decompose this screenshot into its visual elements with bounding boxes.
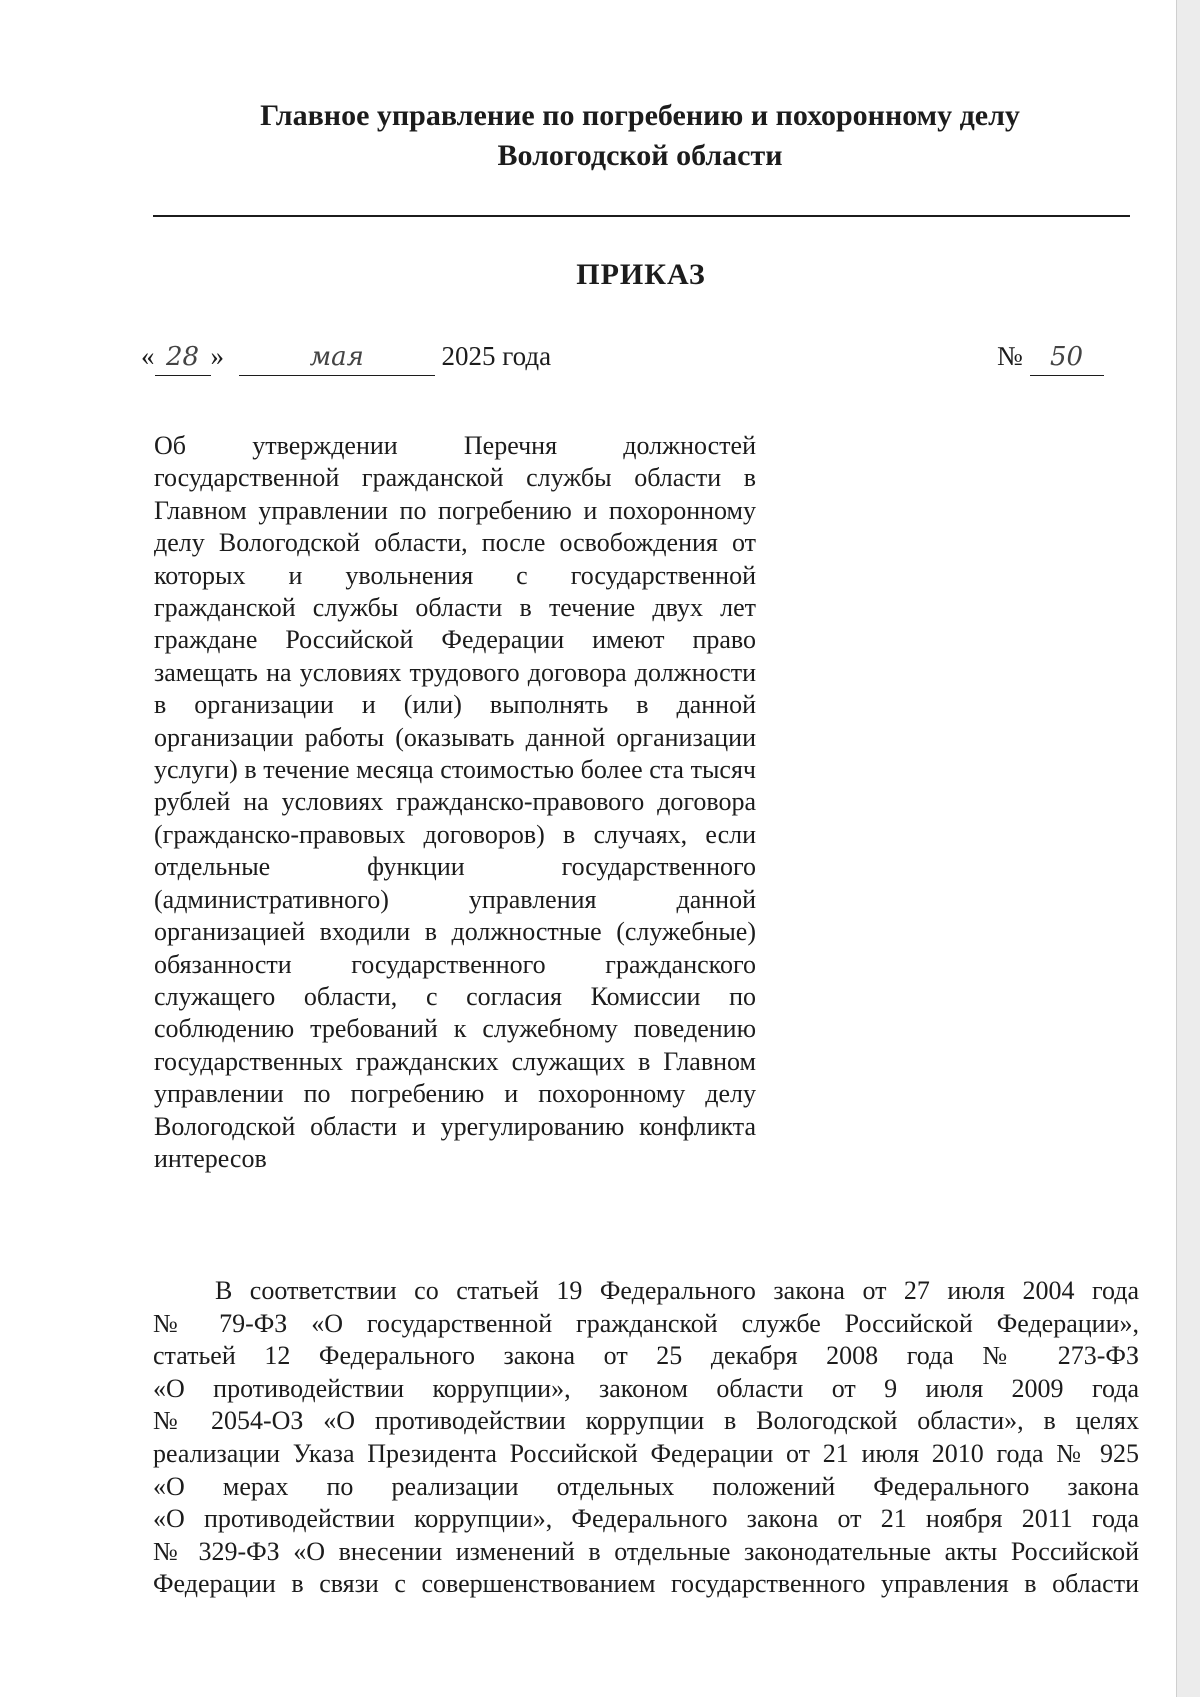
preamble-line: № 79-ФЗ «О государственной гражданской службе Российской Федерации»,	[153, 1308, 1139, 1338]
preamble-line: реализации Указа Президента Российской Федерации от 21 июля 2010 года № 925	[153, 1438, 1139, 1468]
preamble-line: «О противодействии коррупции», законом области от 9 июля 2009 года	[153, 1373, 1139, 1403]
organization-name-line1: Главное управление по погребению и похоронному делу	[260, 99, 1020, 132]
header-divider	[153, 215, 1130, 217]
preamble-line: «О мерах по реализации отдельных положений Федерального закона	[153, 1471, 1139, 1501]
number-sign: №	[997, 341, 1023, 371]
scan-page-edge	[1176, 0, 1200, 1697]
date-day-handwritten: 28	[155, 339, 211, 376]
organization-name-line2: Вологодской области	[497, 139, 783, 172]
date-quote-open: «	[141, 341, 155, 371]
date-month-handwritten: мая	[239, 339, 435, 376]
date-quote-close: »	[210, 341, 224, 371]
date-year: 2025 года	[441, 341, 552, 371]
organization-header	[140, 96, 1140, 176]
order-subject: Об утверждении Перечня должностей государственной гражданской службы области в Главном управлении по погребению и похоронному делу Вологодской области, после освобождения от которых и увольнения с государственной гражданской службы области в течение двух лет граждане Российской Федерации имеют право замещать на условиях трудового договора должности в организации и (или) выполнять в данной организации работы (оказывать данной организации услуги) в течение месяца стоимостью более ста тысяч рублей на условиях гражданско-правового договора (гражданско-правовых договоров) в случаях, если отдельные функции государственного (административного) управления данной организацией входили в должностные (служебные) обязанности государственного гражданского служащего области, с согласия Комиссии по соблюдению требований к служебному поведению государственных гражданских служащих в Главном управлении по погребению и похоронному делу Вологодской области и урегулированию конфликта интересов	[154, 431, 756, 1173]
preamble-line: № 2054-ОЗ «О противодействии коррупции в Вологодской области», в целях	[153, 1406, 1139, 1436]
preamble-paragraph	[153, 1275, 1139, 1601]
preamble-line: Федерации в связи с совершенствованием государственного управления в области	[153, 1569, 1139, 1599]
preamble-line: «О противодействии коррупции», Федерального закона от 21 ноября 2011 года	[153, 1504, 1139, 1534]
preamble-line: № 329-ФЗ «О внесении изменений в отдельные законодательные акты Российской	[153, 1536, 1139, 1566]
preamble-line: В соответствии со статьей 19 Федерального закона от 27 июля 2004 года	[215, 1276, 1139, 1305]
document-type-title: ПРИКАЗ	[576, 258, 706, 291]
order-date	[141, 338, 551, 376]
order-number-handwritten: 50	[1030, 339, 1104, 376]
preamble-line: статьей 12 Федерального закона от 25 декабря 2008 года № 273-ФЗ	[153, 1341, 1139, 1371]
order-number	[997, 338, 1104, 376]
